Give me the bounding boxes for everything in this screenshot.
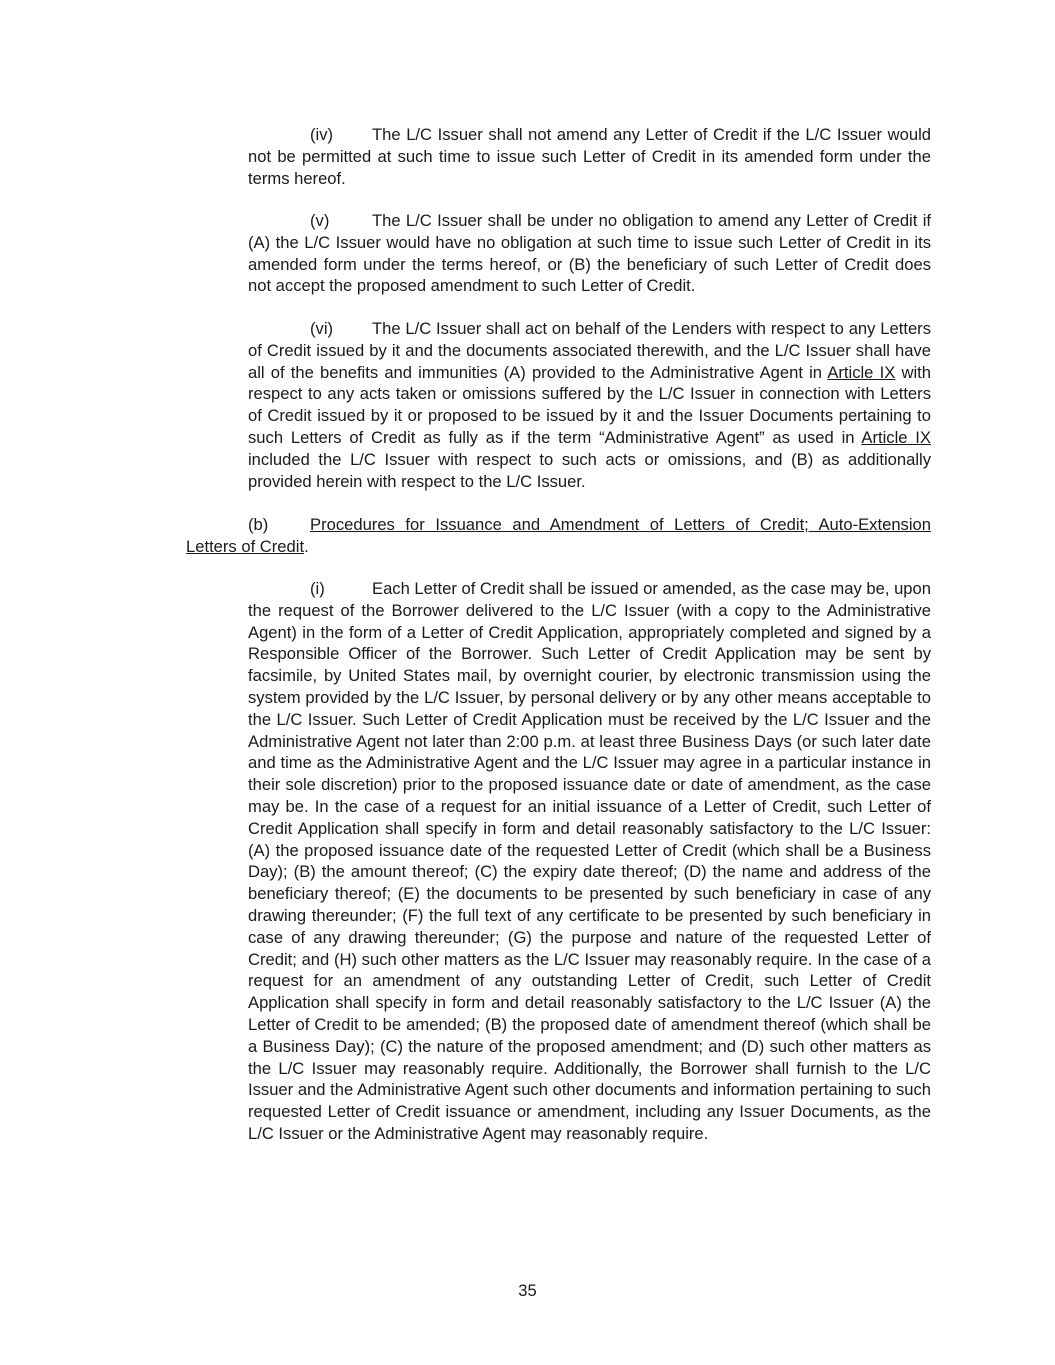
paragraph-text: The L/C Issuer shall be under no obligation to amend any Letter of Credit if (A) the L/C Issuer would have no obligation at such time to issue such Letter of Credit in its amended form under the terms hereof, or (B) the beneficiary of such Letter of Credit does not accept the proposed amendment to such Letter of Credit.	[248, 211, 931, 296]
paragraph-i	[248, 578, 931, 1145]
paragraph-text: with respect to any acts taken or omissions suffered by the L/C Issuer in connection with Letters of Credit issued by it or proposed to be issued by it and the Issuer Documents pertaining to such Letters of Credit as fully as if the term “Administrative Agent” as used in	[248, 362, 931, 447]
paragraph-vi	[248, 318, 931, 492]
heading-period: .	[304, 536, 309, 556]
section-heading: Procedures for Issuance and Amendment of Letters of Credit; Auto-Extension Letters of Credit	[186, 515, 931, 556]
page-number: 35	[518, 1281, 537, 1300]
paragraph-iv	[248, 124, 931, 189]
paragraph-text: Each Letter of Credit shall be issued or amended, as the case may be, upon the request of the Borrower delivered to the L/C Issuer (with a copy to the Administrative Agent) in the form of a Letter of Credit Application, appropriately completed and signed by a Responsible Officer of the Borrower. Such Letter of Credit Application may be sent by facsimile, by United States mail, by overnight courier, by electronic transmission using the system provided by the L/C Issuer, by personal delivery or by any other means acceptable to the L/C Issuer. Such Letter of Credit Application must be received by the L/C Issuer and the Administrative Agent not later than 2:00 p.m. at least three Business Days (or such later date and time as the Administrative Agent and the L/C Issuer may agree in a particular instance in their sole discretion) prior to the proposed issuance date or date of amendment, as the case may be. In the case of a request for an initial issuance of a Letter of Credit, such Letter of Credit Application shall specify in form and detail reasonably satisfactory to the L/C Issuer: (A) the proposed issuance date of the requested Letter of Credit (which shall be a Business Day); (B) the amount thereof; (C) the expiry date thereof; (D) the name and address of the beneficiary thereof; (E) the documents to be presented by such beneficiary in case of any drawing thereunder; (F) the full text of any certificate to be presented by such beneficiary in case of any drawing thereunder; (G) the purpose and nature of the requested Letter of Credit; and (H) such other matters as the L/C Issuer may reasonably require. In the case of a request for an amendment of any outstanding Letter of Credit, such Letter of Credit Application shall specify in form and detail reasonably satisfactory to the L/C Issuer (A) the Letter of Credit to be amended; (B) the proposed date of amendment thereof (which shall be a Business Day); (C) the nature of the proposed amendment; and (D) such other matters as the L/C Issuer may reasonably require. Additionally, the Borrower shall furnish to the L/C Issuer and the Administrative Agent such other documents and information pertaining to such requested Letter of Credit issuance or amendment, including any Issuer Documents, as the L/C Issuer or the Administrative Agent may reasonably require.	[248, 579, 931, 1143]
paragraph-label: (v)	[310, 211, 330, 230]
paragraph-label: (iv)	[310, 125, 334, 144]
paragraph-text: The L/C Issuer shall act on behalf of the Lenders with respect to any Letters of Credit issued by it and the documents associated therewith, and the L/C Issuer shall have all of the benefits and immunities (A) provided to the Administrative Agent in	[248, 319, 931, 382]
paragraph-v	[248, 210, 931, 297]
paragraph-label: (b)	[248, 515, 269, 534]
article-ix-reference[interactable]: Article IX	[827, 362, 896, 382]
paragraph-label: (vi)	[310, 319, 334, 338]
paragraph-text: included the L/C Issuer with respect to such acts or omissions, and (B) as additionally provided herein with respect to the L/C Issuer.	[248, 449, 931, 491]
article-ix-reference[interactable]: Article IX	[861, 427, 931, 447]
paragraph-text: The L/C Issuer shall not amend any Letter of Credit if the L/C Issuer would not be permitted at such time to issue such Letter of Credit in its amended form under the terms hereof.	[248, 125, 931, 188]
paragraph-b	[186, 514, 931, 558]
paragraph-label: (i)	[310, 579, 325, 598]
